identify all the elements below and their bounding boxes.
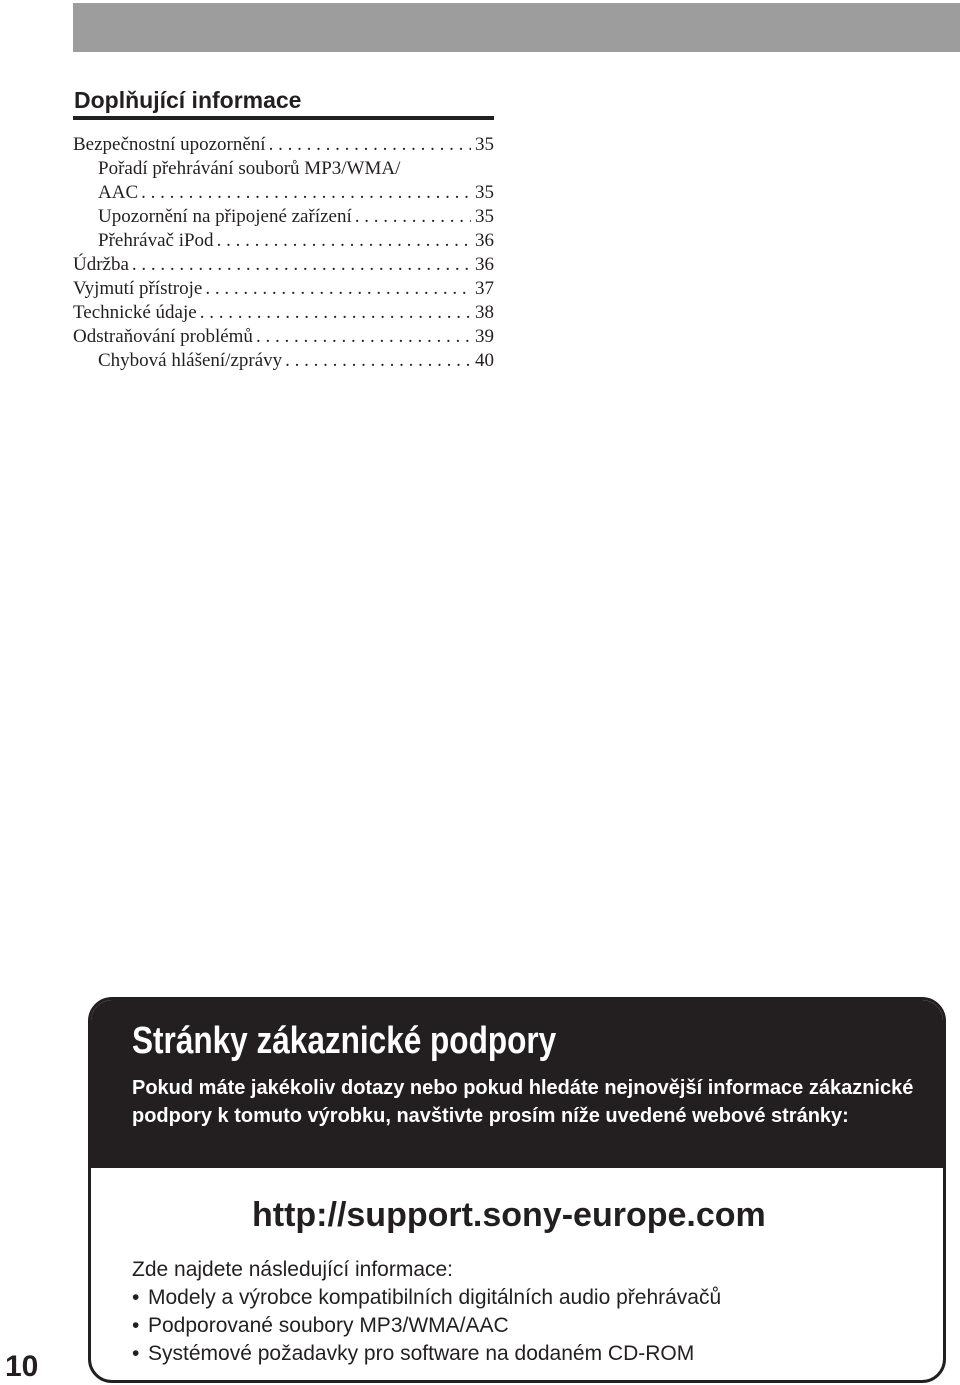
header-bar — [73, 3, 960, 52]
section-title: Doplňující informace — [74, 87, 302, 113]
toc-leader-dots — [141, 181, 471, 205]
toc-leader-dots — [132, 253, 471, 277]
toc-entry-label: Pořadí přehrávání souborů MP3/WMA/ — [98, 158, 401, 179]
toc-entry-page: 35 — [475, 134, 494, 155]
support-intro-text: Pokud máte jakékoliv dotazy nebo pokud hledáte nejnovější informace zákaznické podpory k tomuto výrobku, navštivte prosím níže uvedené webové stránky: — [132, 1077, 914, 1127]
toc-entry[interactable] — [73, 205, 494, 229]
bullet-icon: • — [132, 1314, 140, 1337]
list-item-text: Systémové požadavky pro software na dodaném CD-ROM — [148, 1342, 695, 1365]
bullet-icon: • — [132, 1286, 140, 1309]
list-item-text: Modely a výrobce kompatibilních digitálních audio přehrávačů — [148, 1286, 722, 1309]
toc-entry-label: Technické údaje — [73, 302, 197, 323]
toc-entry-label: Vyjmutí přístroje — [73, 278, 203, 299]
toc-entry-page: 40 — [475, 350, 494, 371]
toc-leader-dots — [355, 205, 471, 229]
toc-entry[interactable] — [73, 253, 494, 277]
toc-leader-dots — [200, 301, 471, 325]
support-url-link[interactable]: http://support.sony-europe.com — [252, 1196, 766, 1234]
toc-entry-label: Přehrávač iPod — [98, 230, 214, 251]
toc-entry-label: Odstraňování problémů — [73, 326, 253, 347]
support-panel — [88, 997, 946, 1383]
toc-entry-page: 39 — [475, 326, 494, 347]
toc-entry-page: 37 — [475, 278, 494, 299]
toc-entry[interactable] — [73, 349, 494, 373]
bullet-icon: • — [132, 1342, 140, 1365]
table-of-contents — [73, 133, 494, 373]
support-panel-header — [91, 1000, 943, 1168]
toc-entry-label: AAC — [98, 182, 139, 203]
toc-entry[interactable] — [73, 133, 494, 157]
toc-entry-label: Údržba — [73, 254, 129, 275]
toc-entry[interactable] — [73, 301, 494, 325]
toc-entry-page: 36 — [475, 230, 494, 251]
support-info-heading: Zde najdete následující informace: — [132, 1258, 454, 1281]
toc-entry[interactable] — [73, 325, 494, 349]
page-number: 10 — [5, 1350, 39, 1383]
toc-leader-dots — [285, 349, 471, 373]
support-heading: Stránky zákaznické podpory — [132, 1020, 557, 1062]
toc-entry-label: Bezpečnostní upozornění — [73, 134, 266, 155]
toc-leader-dots — [205, 277, 471, 301]
list-item-text: Podporované soubory MP3/WMA/AAC — [148, 1314, 509, 1337]
toc-entry[interactable] — [73, 157, 494, 181]
toc-entry-page: 35 — [475, 182, 494, 203]
toc-entry-label: Chybová hlášení/zprávy — [98, 350, 283, 371]
toc-entry[interactable] — [73, 229, 494, 253]
toc-entry[interactable] — [73, 181, 494, 205]
toc-entry-page: 36 — [475, 254, 494, 275]
toc-entry-page: 35 — [475, 206, 494, 227]
toc-entry-page: 38 — [475, 302, 494, 323]
toc-entry-label: Upozornění na připojené zařízení — [98, 206, 352, 227]
toc-leader-dots — [256, 325, 471, 349]
support-info-list — [132, 1284, 721, 1368]
title-underline — [73, 116, 494, 120]
list-item — [132, 1284, 721, 1312]
toc-entry[interactable] — [73, 277, 494, 301]
list-item — [132, 1340, 721, 1368]
toc-leader-dots — [217, 229, 471, 253]
list-item — [132, 1312, 721, 1340]
toc-leader-dots — [269, 133, 471, 157]
